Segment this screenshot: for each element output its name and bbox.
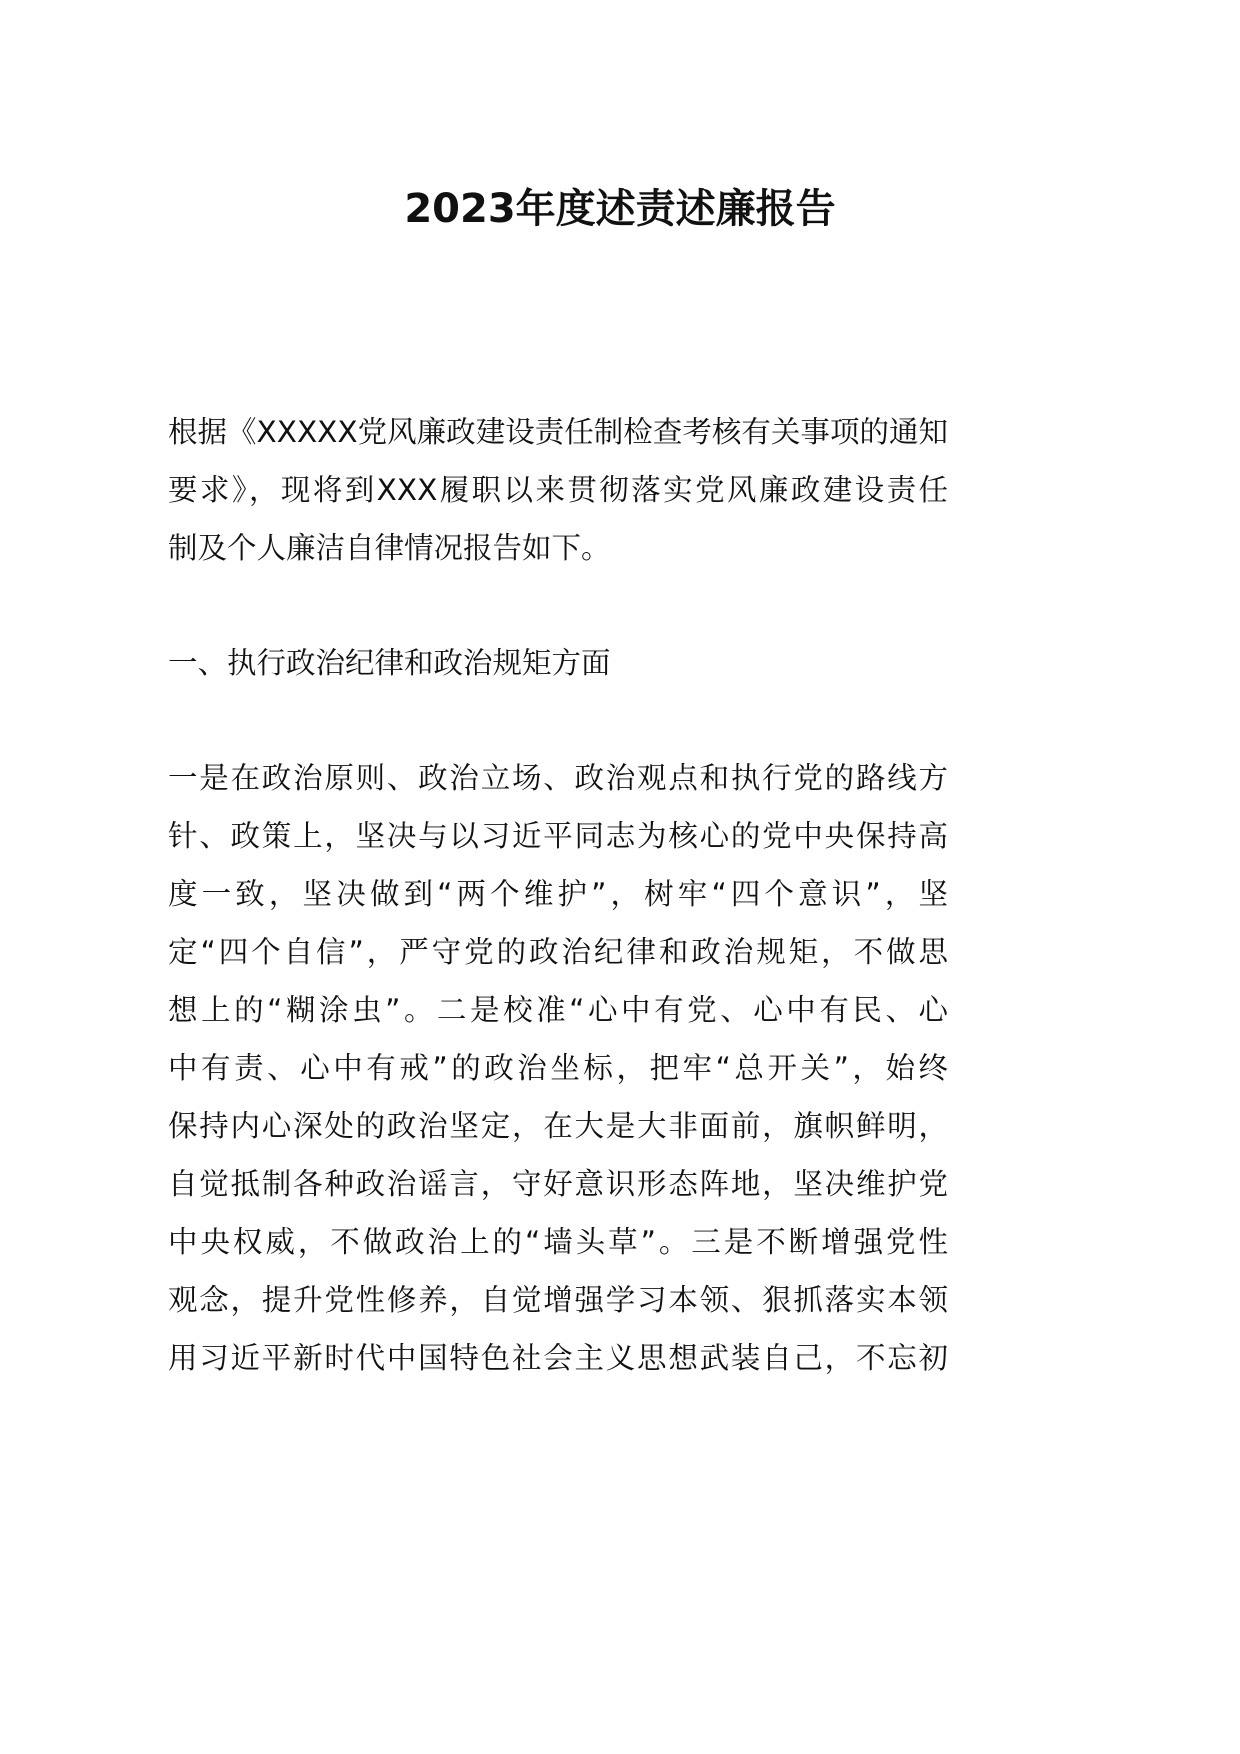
paragraph-line: 中有责、心中有戒”的政治坐标，把牢“总开关”，始终 xyxy=(168,1051,948,1085)
paragraph-line: 针、政策上，坚决与以习近平同志为核心的党中央保持高 xyxy=(168,819,948,853)
paragraph-line: 定“四个自信”，严守党的政治纪律和政治规矩，不做思 xyxy=(168,935,948,969)
section-heading: 一、执行政治纪律和政治规矩方面 xyxy=(168,646,611,680)
paragraph-line: 用习近平新时代中国特色社会主义思想武装自己，不忘初 xyxy=(168,1341,948,1375)
paragraph-line: 保持内心深处的政治坚定，在大是大非面前，旗帜鲜明， xyxy=(168,1109,948,1143)
paragraph-line: 中央权威，不做政治上的“墙头草”。三是不断增强党性 xyxy=(168,1225,948,1259)
paragraph-line: 观念，提升党性修养，自觉增强学习本领、狠抓落实本领 xyxy=(168,1283,948,1317)
paragraph-line: 想上的“糊涂虫”。二是校准“心中有党、心中有民、心 xyxy=(168,993,948,1027)
document-title: 2023年度述责述廉报告 xyxy=(404,186,836,232)
paragraph-line: 制及个人廉洁自律情况报告如下。 xyxy=(168,531,611,565)
paragraph-line: 要求》，现将到XXX履职以来贯彻落实党风廉政建设责任 xyxy=(168,473,948,507)
paragraph-line: 度一致，坚决做到“两个维护”，树牢“四个意识”，坚 xyxy=(168,877,948,911)
paragraph-line: 根据《XXXXX党风廉政建设责任制检查考核有关事项的通知 xyxy=(168,415,948,449)
paragraph-line: 一是在政治原则、政治立场、政治观点和执行党的路线方 xyxy=(168,761,948,795)
paragraph-line: 自觉抵制各种政治谣言，守好意识形态阵地，坚决维护党 xyxy=(168,1167,948,1201)
